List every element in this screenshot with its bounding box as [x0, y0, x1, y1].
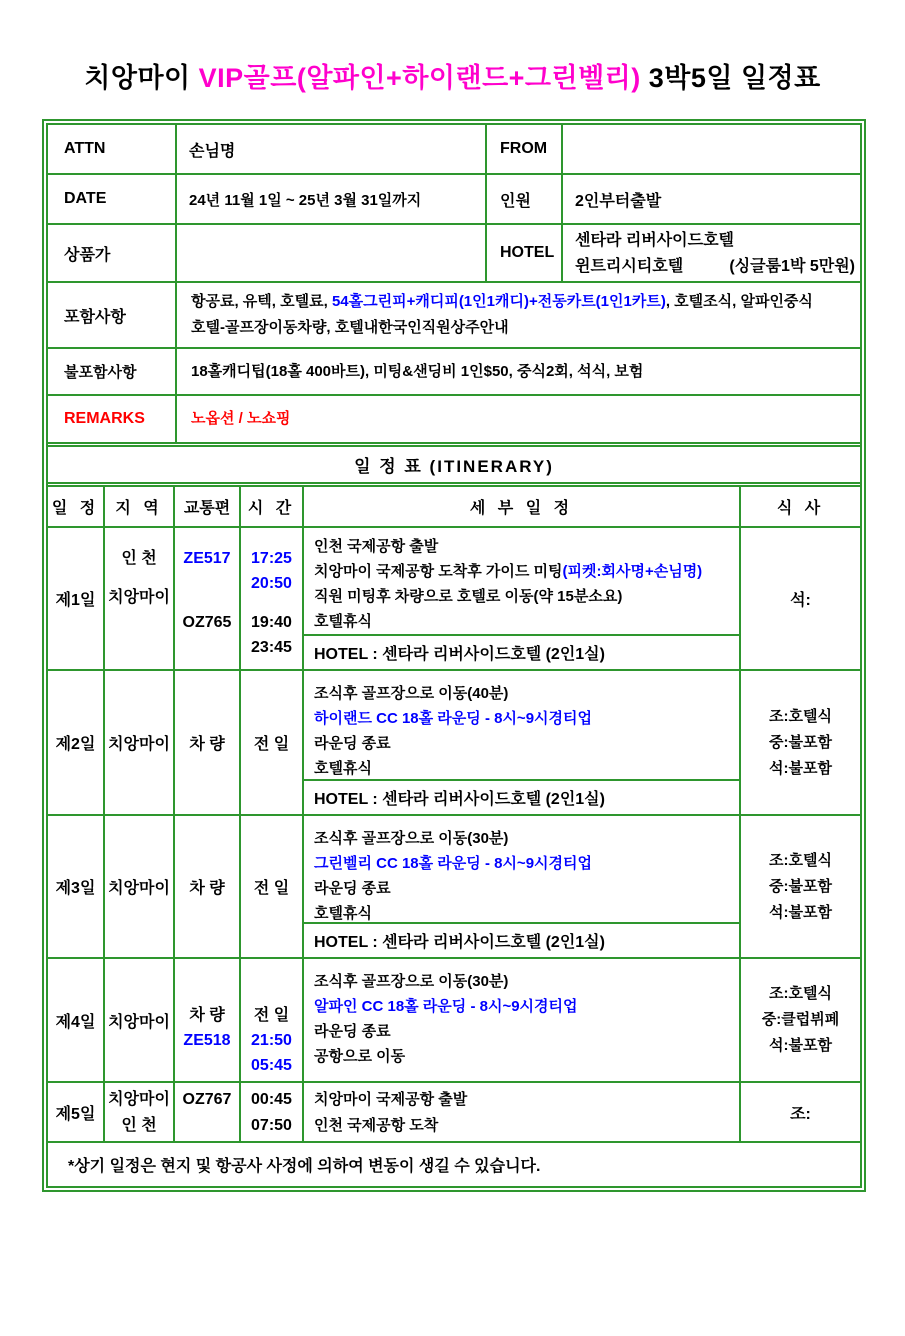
day5-detail-line2: 인천 국제공항 도착 [314, 1117, 439, 1134]
day2-row [48, 669, 860, 814]
day3-meal [739, 816, 860, 957]
day4-time-1: 전 일 [253, 1007, 290, 1024]
page-title [0, 56, 905, 95]
attn-value: 손님명 [175, 125, 485, 173]
day4-flight: ZE518 [183, 1032, 231, 1049]
header-day: 일 정 [51, 500, 100, 517]
day3-detail-line3: 라운딩 종료 [314, 880, 391, 897]
day1-times [239, 528, 302, 669]
day3-meal-lunch: 중:불포함 [769, 877, 832, 895]
included-label: 포함사항 [64, 308, 126, 326]
day2-meal-lunch: 중:불포함 [769, 733, 832, 751]
day5-detail-line1: 치앙마이 국제공항 출발 [314, 1091, 468, 1108]
day5-meal: 조: [739, 1083, 860, 1141]
excluded-label: 불포함사항 [64, 364, 137, 381]
day3-label: 제3일 [55, 880, 96, 897]
hotel-single-room-note: (싱글룸1박 5만원) [729, 258, 855, 275]
day4-region: 치앙마이 [103, 959, 173, 1081]
header-transport: 교통편 [173, 487, 239, 526]
day2-golf-round: 하이랜드 CC 18홀 라운딩 - 8시~9시경티업 [314, 710, 592, 727]
itinerary-document-table [42, 119, 866, 1192]
footnote-text: *상기 일정은 현지 및 항공사 사정에 의하여 변동이 생길 수 있습니다. [68, 1158, 541, 1175]
day2-meal-breakfast: 조:호텔식 [769, 707, 832, 725]
info-row-included [48, 281, 860, 347]
day4-detail-line4: 공항으로 이동 [314, 1048, 406, 1065]
remarks-label: REMARKS [64, 410, 145, 427]
day5-region [103, 1083, 173, 1141]
hotel-name-1: 센타라 리버사이드호텔 [575, 232, 735, 249]
day4-transport-1: 차 량 [189, 1007, 225, 1024]
day5-row [48, 1081, 860, 1141]
day4-meal-dinner: 석:불포함 [769, 1037, 832, 1054]
day4-detail-cell [302, 959, 739, 1081]
price-label: 상품가 [64, 246, 111, 264]
day1-time-2: 20:50 [251, 575, 292, 592]
day1-flight-2: OZ765 [182, 614, 232, 631]
hotel-label: HOTEL [485, 225, 561, 281]
remarks-value: 노옵션 / 노쇼핑 [175, 396, 860, 442]
day2-meal [739, 671, 860, 814]
day3-detail-line4: 호텔휴식 [314, 905, 372, 922]
day2-detail-cell [302, 671, 739, 814]
hotel-name-2: 윈트리시티호텔 [575, 258, 684, 275]
date-value: 24년 11월 1일 ~ 25년 3월 31일까지 [175, 175, 485, 223]
day2-time: 전 일 [239, 671, 302, 814]
day1-region-1: 인 천 [121, 550, 157, 567]
day5-detail-cell [302, 1083, 739, 1141]
day3-time: 전 일 [239, 816, 302, 957]
info-row-remarks [48, 394, 860, 442]
day4-meal-breakfast: 조:호텔식 [769, 985, 832, 1002]
day1-region [103, 528, 173, 669]
day3-transport: 차 량 [173, 816, 239, 957]
itinerary-section-title: 일 정 표 (ITINERARY) [354, 457, 554, 476]
day1-row [48, 526, 860, 669]
date-label: DATE [64, 190, 107, 207]
day5-label: 제5일 [55, 1105, 96, 1123]
itinerary-section-title-row [48, 442, 860, 482]
itinerary-header-row [48, 482, 860, 526]
day2-detail-line4: 호텔휴식 [314, 760, 372, 777]
day5-region-2: 인 천 [121, 1117, 157, 1134]
day2-transport: 차 량 [173, 671, 239, 814]
day1-time-1: 17:25 [251, 550, 292, 567]
day1-time-3: 19:40 [251, 614, 292, 631]
day3-meal-breakfast: 조:호텔식 [769, 851, 832, 869]
day1-meal: 석: [739, 528, 860, 669]
from-label: FROM [485, 125, 561, 173]
day4-label: 제4일 [55, 1013, 96, 1031]
day4-time-2: 21:50 [251, 1032, 292, 1049]
day4-meal [739, 959, 860, 1081]
info-row-excluded [48, 347, 860, 394]
day1-detail-line2: 치앙마이 국제공항 도착후 가이드 미팅(피켓:회사명+손님명) [314, 563, 703, 580]
header-detail: 세 부 일 정 [302, 487, 739, 526]
day2-detail-line3: 라운딩 종료 [314, 735, 391, 752]
day1-transport [173, 528, 239, 669]
day4-times [239, 959, 302, 1081]
day3-row [48, 814, 860, 957]
day1-flight-1: ZE517 [183, 550, 231, 567]
day5-flight: OZ767 [182, 1091, 232, 1108]
price-value [175, 225, 485, 281]
day5-transport [173, 1083, 239, 1141]
day2-label: 제2일 [55, 736, 96, 753]
day4-row [48, 957, 860, 1081]
day1-detail-line3: 직원 미팅후 차량으로 호텔로 이동(약 15분소요) [314, 588, 623, 605]
day4-meal-lunch: 중:클럽뷔페 [761, 1011, 840, 1028]
pax-label: 인원 [485, 175, 561, 223]
info-row-price-hotel [48, 223, 860, 281]
info-row-attn [48, 125, 860, 173]
day1-detail-line4: 호텔휴식 [314, 613, 372, 630]
day4-transport [173, 959, 239, 1081]
day1-detail-line1: 인천 국제공항 출발 [314, 538, 439, 555]
day1-region-2: 치앙마이 [108, 589, 170, 606]
pax-value: 2인부터출발 [561, 175, 860, 223]
day3-detail-cell [302, 816, 739, 957]
header-region: 지 역 [103, 487, 173, 526]
excluded-value: 18홀캐디팁(18홀 400바트), 미팅&샌딩비 1인$50, 중식2회, 석식, 보험 [175, 349, 860, 394]
day2-hotel-line: HOTEL : 센타라 리버사이드호텔 (2인1실) [304, 779, 739, 814]
day1-time-4: 23:45 [251, 639, 292, 656]
day1-label: 제1일 [55, 592, 96, 609]
day2-region: 치앙마이 [103, 671, 173, 814]
day1-hotel-line: HOTEL : 센타라 리버사이드호텔 (2인1실) [304, 634, 739, 669]
day4-time-3: 05:45 [251, 1057, 292, 1074]
day2-meal-dinner: 석:불포함 [769, 759, 832, 777]
day3-region: 치앙마이 [103, 816, 173, 957]
header-time: 시 간 [239, 487, 302, 526]
title-part-magenta: VIP골프(알파인+하이랜드+그린벨리) [198, 63, 641, 93]
day4-golf-round: 알파인 CC 18홀 라운딩 - 8시~9시경티업 [314, 998, 578, 1015]
day1-detail-cell [302, 528, 739, 669]
from-value [561, 125, 860, 173]
included-value [175, 283, 860, 347]
day3-hotel-line: HOTEL : 센타라 리버사이드호텔 (2인1실) [304, 922, 739, 957]
day5-times [239, 1083, 302, 1141]
title-part-black1: 치앙마이 [84, 63, 199, 93]
included-text-2: , 호텔조식, 알파인중식 [665, 293, 813, 310]
day5-region-1: 치앙마이 [108, 1091, 170, 1108]
day3-detail-line1: 조식후 골프장으로 이동(30분) [314, 830, 509, 847]
included-text-line2: 호텔-골프장이동차량, 호텔내한국인직원상주안내 [191, 319, 509, 336]
included-text-blue: 54홀그린피+캐디피(1인1캐디)+전동카트(1인1카트) [331, 293, 666, 310]
header-meal: 식 사 [739, 487, 860, 526]
day2-detail-line1: 조식후 골프장으로 이동(40분) [314, 685, 509, 702]
day3-golf-round: 그린벨리 CC 18홀 라운딩 - 8시~9시경티업 [314, 855, 592, 872]
day5-time-2: 07:50 [251, 1117, 292, 1134]
info-row-date [48, 173, 860, 223]
attn-label: ATTN [64, 140, 106, 157]
day3-meal-dinner: 석:불포함 [769, 903, 832, 921]
day4-detail-line3: 라운딩 종료 [314, 1023, 391, 1040]
included-text-1: 항공료, 유텍, 호텔료, [191, 293, 332, 310]
day1-pickup-note: (피켓:회사명+손님명) [562, 563, 703, 580]
hotel-value [561, 225, 860, 281]
day5-time-1: 00:45 [251, 1091, 292, 1108]
footnote-row [48, 1141, 860, 1186]
title-part-black2: 3박5일 일정표 [640, 63, 821, 93]
day4-detail-line1: 조식후 골프장으로 이동(30분) [314, 973, 509, 990]
